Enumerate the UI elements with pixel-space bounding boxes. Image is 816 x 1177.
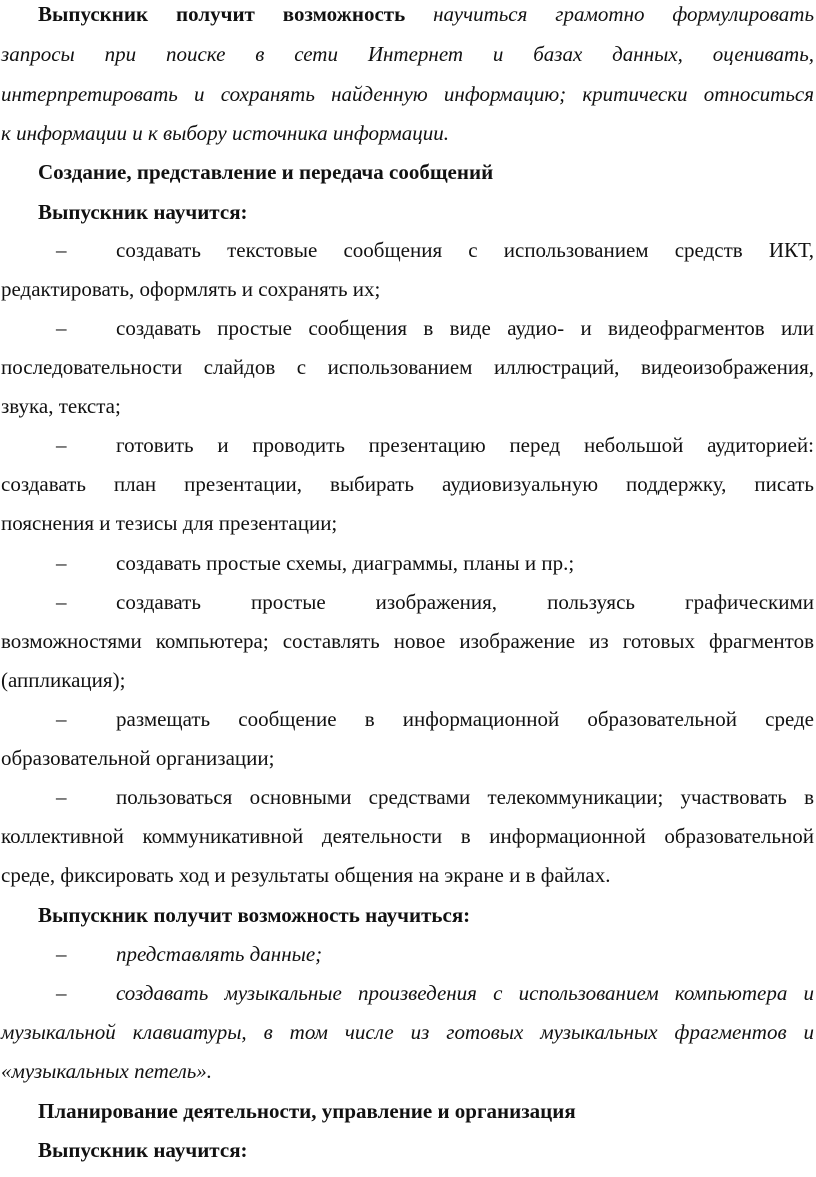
list-item: создавать текстовые сообщения с использованием средств ИКТ, [116, 238, 814, 262]
list-item: готовить и проводить презентацию перед небольшой аудиторией: [116, 433, 814, 457]
list-item-continuation: создавать план презентации, выбирать аудиовизуальную поддержку, писать [1, 472, 814, 496]
section-heading-2: Планирование деятельности, управление и организация [38, 1099, 576, 1123]
intro-line-3: интерпретировать и сохранять найденную информацию; критически относиться [1, 82, 814, 106]
list-item: размещать сообщение в информационной образовательной среде [116, 707, 814, 731]
dash-bullet: – [56, 433, 67, 457]
intro-line-2: запросы при поиске в сети Интернет и базах данных, оценивать, [1, 42, 814, 66]
list-item: представлять данные; [116, 942, 323, 966]
list-item-continuation: (аппликация); [1, 668, 126, 692]
list-item: создавать простые схемы, диаграммы, планы и пр.; [116, 551, 575, 575]
dash-bullet: – [56, 238, 67, 262]
list-item-continuation: звука, текста; [1, 394, 121, 418]
section-heading: Создание, представление и передача сообщений [38, 160, 494, 184]
list-item-continuation: редактировать, оформлять и сохранять их; [1, 277, 381, 301]
intro-italic-text: научиться грамотно формулировать [433, 2, 814, 26]
dash-bullet: – [56, 551, 67, 575]
dash-bullet: – [56, 590, 67, 614]
intro-line-1 [38, 2, 814, 26]
opportunity-heading: Выпускник получит возможность научиться: [38, 903, 471, 927]
list-item-continuation: «музыкальных петель». [1, 1059, 213, 1083]
list-item-continuation: коллективной коммуникативной деятельности в информационной образовательной [1, 824, 814, 848]
list-item-continuation: пояснения и тезисы для презентации; [1, 511, 338, 535]
list-item-continuation: музыкальной клавиатуры, в том числе из готовых музыкальных фрагментов и [1, 1020, 814, 1044]
list-item-continuation: среде, фиксировать ход и результаты общения на экране и в файлах. [1, 863, 611, 887]
intro-bold-lead: Выпускник получит возможность [38, 2, 406, 26]
list-item-continuation: образовательной организации; [1, 746, 275, 770]
dash-bullet: – [56, 785, 67, 809]
list-item-continuation: возможностями компьютера; составлять новое изображение из готовых фрагментов [1, 629, 814, 653]
list-item-continuation: последовательности слайдов с использованием иллюстраций, видеоизображения, [1, 355, 814, 379]
dash-bullet: – [56, 707, 67, 731]
dash-bullet: – [56, 942, 67, 966]
dash-bullet: – [56, 981, 67, 1005]
list-item: создавать простые изображения, пользуясь графическими [116, 590, 814, 614]
list-item: создавать музыкальные произведения с использованием компьютера и [116, 981, 814, 1005]
intro-line-4: к информации и к выбору источника информации. [1, 121, 450, 145]
dash-bullet: – [56, 316, 67, 340]
learns-heading-2: Выпускник научится: [38, 1138, 248, 1162]
list-item: пользоваться основными средствами телекоммуникации; участвовать в [116, 785, 814, 809]
learns-heading: Выпускник научится: [38, 200, 248, 224]
list-item: создавать простые сообщения в виде аудио- и видеофрагментов или [116, 316, 814, 340]
